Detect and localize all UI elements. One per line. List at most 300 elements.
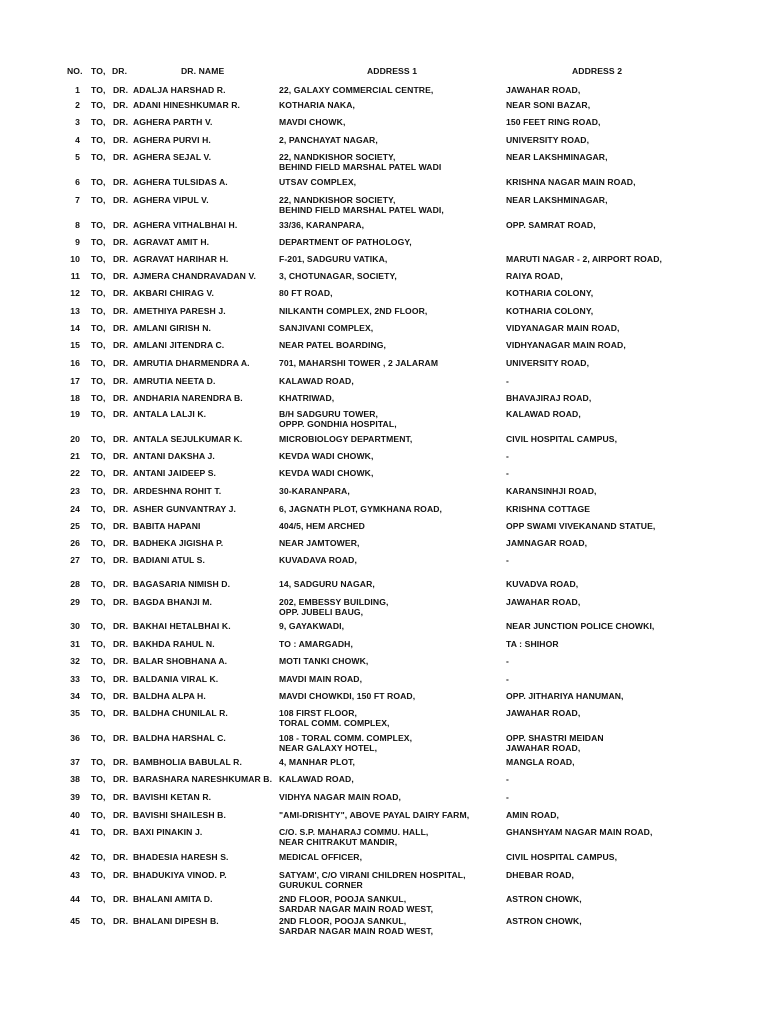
address-1 — [279, 621, 344, 631]
address-2-line: OPP. JITHARIYA HANUMAN, — [506, 691, 624, 701]
row-to: TO, — [91, 220, 106, 230]
doctor-name: AGRAVAT AMIT H. — [133, 237, 210, 247]
row-to: TO, — [91, 597, 106, 607]
address-2-line: JAWAHAR ROAD, — [506, 743, 581, 753]
address-1 — [279, 393, 334, 403]
address-2-line: KOTHARIA COLONY, — [506, 306, 594, 316]
row-dr: DR. — [113, 340, 129, 350]
row-dr: DR. — [113, 916, 129, 926]
row-number: 45 — [70, 916, 80, 926]
row-number: 13 — [70, 306, 80, 316]
header-no: NO. — [67, 66, 83, 76]
doctor-name: BAVISHI SHAILESH B. — [133, 810, 226, 820]
address-1 — [279, 237, 412, 247]
row-number: 32 — [70, 656, 80, 666]
address-2-line: AMIN ROAD, — [506, 810, 560, 820]
address-2-line: ASTRON CHOWK, — [506, 916, 582, 926]
row-dr: DR. — [113, 827, 129, 837]
address-2-line: JAWAHAR ROAD, — [506, 708, 581, 718]
doctor-name: AGHERA VIPUL V. — [133, 195, 209, 205]
row-to: TO, — [91, 271, 106, 281]
doctor-name: BAMBHOLIA BABULAL R. — [133, 757, 242, 767]
row-number: 39 — [70, 792, 80, 802]
address-2-line: UNIVERSITY ROAD, — [506, 135, 590, 145]
address-1-line: 30-KARANPARA, — [279, 486, 350, 496]
row-to: TO, — [91, 254, 106, 264]
address-1 — [279, 894, 433, 914]
address-1 — [279, 555, 357, 565]
doctor-name: AMLANI GIRISH N. — [133, 323, 211, 333]
address-2 — [506, 827, 652, 837]
address-1 — [279, 579, 375, 589]
row-number: 8 — [75, 220, 80, 230]
address-1 — [279, 486, 350, 496]
address-1-line: 404/5, HEM ARCHED — [279, 521, 365, 531]
address-1-line: MOTI TANKI CHOWK, — [279, 656, 369, 666]
address-2 — [506, 177, 636, 187]
doctor-name: ANTANI DAKSHA J. — [133, 451, 215, 461]
doctor-name: BALDHA CHUNILAL R. — [133, 708, 228, 718]
address-2 — [506, 152, 608, 162]
row-dr: DR. — [113, 220, 129, 230]
address-2-line: OPP. SHASTRI MEIDAN — [506, 733, 604, 743]
address-2 — [506, 117, 601, 127]
doctor-name: AGHERA PARTH V. — [133, 117, 213, 127]
row-dr: DR. — [113, 117, 129, 127]
row-to: TO, — [91, 85, 106, 95]
row-dr: DR. — [113, 254, 129, 264]
address-2 — [506, 288, 593, 298]
address-1 — [279, 340, 386, 350]
row-dr: DR. — [113, 639, 129, 649]
address-1 — [279, 468, 373, 478]
row-dr: DR. — [113, 271, 129, 281]
doctor-name: BAVISHI KETAN R. — [133, 792, 212, 802]
address-1-line: KEVDA WADI CHOWK, — [279, 451, 374, 461]
address-1 — [279, 827, 428, 847]
address-1-line: TORAL COMM. COMPLEX, — [279, 718, 390, 728]
doctor-name: BARASHARA NARESHKUMAR B. — [133, 774, 273, 784]
address-2 — [506, 621, 654, 631]
address-1 — [279, 916, 433, 936]
address-2 — [506, 393, 591, 403]
address-2 — [506, 323, 620, 333]
address-2 — [506, 916, 582, 926]
row-number: 42 — [70, 852, 80, 862]
doctor-name: ANTALA LALJI K. — [133, 409, 207, 419]
address-1-line: MICROBIOLOGY DEPARTMENT, — [279, 434, 413, 444]
address-1 — [279, 504, 442, 514]
address-2-line: VIDYANAGAR MAIN ROAD, — [506, 323, 620, 333]
address-1-line: OPP. JUBELI BAUG, — [279, 607, 364, 617]
address-2 — [506, 376, 509, 386]
doctor-name: AJMERA CHANDRAVADAN V. — [133, 271, 256, 281]
row-dr: DR. — [113, 674, 129, 684]
row-number: 15 — [70, 340, 80, 350]
address-2 — [506, 340, 626, 350]
row-dr: DR. — [113, 708, 129, 718]
row-dr: DR. — [113, 691, 129, 701]
row-dr: DR. — [113, 358, 129, 368]
row-dr: DR. — [113, 393, 129, 403]
address-1-line: KUVADAVA ROAD, — [279, 555, 357, 565]
header-to: TO, — [91, 66, 106, 76]
row-number: 1 — [75, 85, 80, 95]
address-1-line: NEAR CHITRAKUT MANDIR, — [279, 837, 398, 847]
address-2 — [506, 409, 581, 419]
doctor-name: ASHER GUNVANTRAY J. — [133, 504, 236, 514]
address-2 — [506, 757, 575, 767]
row-dr: DR. — [113, 733, 129, 743]
row-number: 31 — [70, 639, 80, 649]
address-2-line: - — [506, 774, 509, 784]
address-1-line: KALAWAD ROAD, — [279, 774, 354, 784]
address-1-line: 202, EMBESSY BUILDING, — [279, 597, 389, 607]
address-1 — [279, 177, 356, 187]
row-dr: DR. — [113, 852, 129, 862]
address-1 — [279, 220, 364, 230]
address-2-line: NEAR LAKSHMINAGAR, — [506, 195, 608, 205]
address-1 — [279, 852, 362, 862]
row-dr: DR. — [113, 870, 129, 880]
row-number: 21 — [70, 451, 80, 461]
address-1-line: 108 FIRST FLOOR, — [279, 708, 357, 718]
address-2 — [506, 468, 509, 478]
address-1 — [279, 434, 412, 444]
doctor-name: AGHERA VITHALBHAI H. — [133, 220, 238, 230]
address-2 — [506, 774, 509, 784]
row-to: TO, — [91, 708, 106, 718]
address-1-line: C/O. S.P. MAHARAJ COMMU. HALL, — [279, 827, 429, 837]
row-dr: DR. — [113, 555, 129, 565]
address-1 — [279, 656, 368, 666]
row-number: 23 — [70, 486, 80, 496]
row-to: TO, — [91, 409, 106, 419]
row-dr: DR. — [113, 810, 129, 820]
address-2 — [506, 894, 582, 904]
address-2-line: DHEBAR ROAD, — [506, 870, 575, 880]
row-to: TO, — [91, 135, 106, 145]
address-1 — [279, 195, 444, 215]
row-number: 43 — [70, 870, 80, 880]
address-1-line: 6, JAGNATH PLOT, GYMKHANA ROAD, — [279, 504, 443, 514]
doctor-name: ANDHARIA NARENDRA B. — [133, 393, 243, 403]
doctor-name: AMLANI JITENDRA C. — [133, 340, 225, 350]
address-1-line: SANJIVANI COMPLEX, — [279, 323, 374, 333]
address-1 — [279, 117, 345, 127]
address-2-line: - — [506, 451, 509, 461]
address-1-line: 2ND FLOOR, POOJA SANKUL, — [279, 894, 407, 904]
address-2-line: JAWAHAR ROAD, — [506, 85, 581, 95]
address-2 — [506, 810, 559, 820]
row-to: TO, — [91, 451, 106, 461]
address-1 — [279, 306, 427, 316]
row-number: 34 — [70, 691, 80, 701]
doctor-name: ANTALA SEJULKUMAR K. — [133, 434, 243, 444]
address-1-line: F-201, SADGURU VATIKA, — [279, 254, 388, 264]
row-number: 3 — [75, 117, 80, 127]
address-2-line: OPP SWAMI VIVEKANAND STATUE, — [506, 521, 656, 531]
address-1 — [279, 774, 354, 784]
address-2-line: KALAWAD ROAD, — [506, 409, 581, 419]
doctor-name: AGHERA PURVI H. — [133, 135, 211, 145]
address-2 — [506, 434, 617, 444]
row-dr: DR. — [113, 504, 129, 514]
row-to: TO, — [91, 733, 106, 743]
address-1-line: 108 - TORAL COMM. COMPLEX, — [279, 733, 413, 743]
row-dr: DR. — [113, 757, 129, 767]
row-dr: DR. — [113, 579, 129, 589]
address-1-line: 2ND FLOOR, POOJA SANKUL, — [279, 916, 407, 926]
row-number: 24 — [70, 504, 80, 514]
row-to: TO, — [91, 674, 106, 684]
doctor-name: BHADESIA HARESH S. — [133, 852, 229, 862]
address-1 — [279, 639, 353, 649]
address-1 — [279, 757, 355, 767]
address-1 — [279, 323, 373, 333]
address-2 — [506, 85, 580, 95]
row-to: TO, — [91, 195, 106, 205]
address-1-line: SATYAM', C/O VIRANI CHILDREN HOSPITAL, — [279, 870, 466, 880]
address-1-line: MAVDI CHOWK, — [279, 117, 346, 127]
address-2-line: NEAR SONI BAZAR, — [506, 100, 591, 110]
address-1-line: KEVDA WADI CHOWK, — [279, 468, 374, 478]
row-dr: DR. — [113, 656, 129, 666]
row-to: TO, — [91, 827, 106, 837]
row-dr: DR. — [113, 288, 129, 298]
doctor-name: AMETHIYA PARESH J. — [133, 306, 226, 316]
doctor-name: BAXI PINAKIN J. — [133, 827, 203, 837]
doctor-name: AGHERA SEJAL V. — [133, 152, 212, 162]
address-1-line: DEPARTMENT OF PATHOLOGY, — [279, 237, 412, 247]
row-dr: DR. — [113, 468, 129, 478]
row-to: TO, — [91, 656, 106, 666]
row-to: TO, — [91, 757, 106, 767]
row-dr: DR. — [113, 409, 129, 419]
address-1 — [279, 691, 415, 701]
address-2-line: - — [506, 792, 509, 802]
address-2 — [506, 358, 589, 368]
address-2 — [506, 306, 593, 316]
address-1-line: MEDICAL OFFICER, — [279, 852, 363, 862]
address-2 — [506, 639, 559, 649]
row-to: TO, — [91, 774, 106, 784]
doctor-name: BADHEKA JIGISHA P. — [133, 538, 224, 548]
row-dr: DR. — [113, 306, 129, 316]
address-2-line: KRISHNA NAGAR MAIN ROAD, — [506, 177, 636, 187]
address-2 — [506, 733, 604, 753]
address-2 — [506, 451, 509, 461]
row-to: TO, — [91, 100, 106, 110]
row-to: TO, — [91, 288, 106, 298]
address-1-line: MAVDI MAIN ROAD, — [279, 674, 363, 684]
row-to: TO, — [91, 852, 106, 862]
address-2-line: - — [506, 468, 509, 478]
row-number: 29 — [70, 597, 80, 607]
address-2 — [506, 579, 578, 589]
address-1-line: 701, MAHARSHI TOWER , 2 JALARAM — [279, 358, 439, 368]
row-to: TO, — [91, 810, 106, 820]
address-1 — [279, 254, 387, 264]
header-address2: ADDRESS 2 — [572, 66, 623, 76]
row-number: 37 — [70, 757, 80, 767]
row-dr: DR. — [113, 451, 129, 461]
doctor-name: BALDHA ALPA H. — [133, 691, 206, 701]
row-to: TO, — [91, 376, 106, 386]
row-to: TO, — [91, 177, 106, 187]
row-number: 12 — [70, 288, 80, 298]
row-to: TO, — [91, 434, 106, 444]
address-2-line: - — [506, 555, 509, 565]
address-2-line: JAMNAGAR ROAD, — [506, 538, 588, 548]
row-to: TO, — [91, 340, 106, 350]
address-1 — [279, 451, 373, 461]
doctor-name: AKBARI CHIRAG V. — [133, 288, 215, 298]
row-number: 17 — [70, 376, 80, 386]
row-number: 26 — [70, 538, 80, 548]
doctor-name: BALDANIA VIRAL K. — [133, 674, 219, 684]
address-1-line: NILKANTH COMPLEX, 2ND FLOOR, — [279, 306, 428, 316]
row-to: TO, — [91, 621, 106, 631]
address-1 — [279, 85, 433, 95]
address-1-line: KHATRIWAD, — [279, 393, 335, 403]
row-to: TO, — [91, 152, 106, 162]
address-1-line: 4, MANHAR PLOT, — [279, 757, 355, 767]
address-1-line: 22, GALAXY COMMERCIAL CENTRE, — [279, 85, 434, 95]
doctor-name: BHALANI AMITA D. — [133, 894, 213, 904]
address-2 — [506, 674, 509, 684]
header-name: DR. NAME — [181, 66, 225, 76]
row-to: TO, — [91, 521, 106, 531]
address-1-line: NEAR GALAXY HOTEL, — [279, 743, 378, 753]
row-number: 5 — [75, 152, 80, 162]
row-number: 9 — [75, 237, 80, 247]
address-1 — [279, 135, 378, 145]
row-dr: DR. — [113, 237, 129, 247]
doctor-name: ADALJA HARSHAD R. — [133, 85, 226, 95]
address-1 — [279, 521, 365, 531]
row-to: TO, — [91, 639, 106, 649]
row-number: 19 — [70, 409, 80, 419]
row-dr: DR. — [113, 621, 129, 631]
row-dr: DR. — [113, 774, 129, 784]
address-2-line: KRISHNA COTTAGE — [506, 504, 591, 514]
row-number: 25 — [70, 521, 80, 531]
row-to: TO, — [91, 468, 106, 478]
doctor-name: BHALANI DIPESH B. — [133, 916, 219, 926]
address-2-line: - — [506, 674, 509, 684]
address-2 — [506, 100, 590, 110]
address-2-line: CIVIL HOSPITAL CAMPUS, — [506, 852, 618, 862]
row-dr: DR. — [113, 376, 129, 386]
row-number: 22 — [70, 468, 80, 478]
address-2 — [506, 195, 608, 205]
row-number: 18 — [70, 393, 80, 403]
row-number: 35 — [70, 708, 80, 718]
row-number: 14 — [70, 323, 80, 333]
row-dr: DR. — [113, 597, 129, 607]
address-1-line: 14, SADGURU NAGAR, — [279, 579, 375, 589]
address-2-line: NEAR JUNCTION POLICE CHOWKI, — [506, 621, 655, 631]
doctor-name: BABITA HAPANI — [133, 521, 201, 531]
row-to: TO, — [91, 486, 106, 496]
address-2 — [506, 852, 617, 862]
address-2 — [506, 538, 587, 548]
row-to: TO, — [91, 323, 106, 333]
address-1-line: 3, CHOTUNAGAR, SOCIETY, — [279, 271, 397, 281]
address-2 — [506, 504, 590, 514]
address-2 — [506, 691, 624, 701]
row-number: 33 — [70, 674, 80, 684]
row-to: TO, — [91, 306, 106, 316]
row-dr: DR. — [113, 85, 129, 95]
row-dr: DR. — [113, 100, 129, 110]
doctor-name: AGRAVAT HARIHAR H. — [133, 254, 229, 264]
row-to: TO, — [91, 916, 106, 926]
row-to: TO, — [91, 393, 106, 403]
address-2-line: TA : SHIHOR — [506, 639, 559, 649]
address-1 — [279, 152, 441, 172]
doctor-name: BADIANI ATUL S. — [133, 555, 205, 565]
address-2 — [506, 708, 580, 718]
address-2 — [506, 597, 580, 607]
address-2-line: NEAR LAKSHMINAGAR, — [506, 152, 608, 162]
row-number: 28 — [70, 579, 80, 589]
row-number: 4 — [75, 135, 80, 145]
row-dr: DR. — [113, 177, 129, 187]
address-1-line: OPPP. GONDHIA HOSPITAL, — [279, 419, 397, 429]
address-1-line: NEAR JAMTOWER, — [279, 538, 360, 548]
address-1 — [279, 409, 397, 429]
row-number: 30 — [70, 621, 80, 631]
row-to: TO, — [91, 237, 106, 247]
doctor-name: BALAR SHOBHANA A. — [133, 656, 228, 666]
address-2-line: KOTHARIA COLONY, — [506, 288, 594, 298]
address-1-line: BEHIND FIELD MARSHAL PATEL WADI — [279, 162, 442, 172]
row-dr: DR. — [113, 538, 129, 548]
row-number: 40 — [70, 810, 80, 820]
address-2 — [506, 870, 574, 880]
address-1-line: SARDAR NAGAR MAIN ROAD WEST, — [279, 926, 434, 936]
address-1 — [279, 288, 333, 298]
row-number: 6 — [75, 177, 80, 187]
address-2 — [506, 792, 509, 802]
row-number: 16 — [70, 358, 80, 368]
row-to: TO, — [91, 117, 106, 127]
address-1-line: NEAR PATEL BOARDING, — [279, 340, 387, 350]
address-2-line: CIVIL HOSPITAL CAMPUS, — [506, 434, 618, 444]
doctor-name: BALDHA HARSHAL C. — [133, 733, 226, 743]
address-2-line: BHAVAJIRAJ ROAD, — [506, 393, 592, 403]
address-2-line: KUVADVA ROAD, — [506, 579, 579, 589]
address-1-line: 80 FT ROAD, — [279, 288, 333, 298]
address-2-line: MANGLA ROAD, — [506, 757, 575, 767]
row-number: 44 — [70, 894, 80, 904]
row-dr: DR. — [113, 792, 129, 802]
address-1 — [279, 674, 362, 684]
row-to: TO, — [91, 358, 106, 368]
address-1 — [279, 538, 360, 548]
address-2-line: 150 FEET RING ROAD, — [506, 117, 601, 127]
address-1 — [279, 100, 355, 110]
address-1-line: KALAWAD ROAD, — [279, 376, 354, 386]
address-1-line: 9, GAYAKWADI, — [279, 621, 345, 631]
doctor-name: AGHERA TULSIDAS A. — [133, 177, 228, 187]
address-1-line: GURUKUL CORNER — [279, 880, 363, 890]
address-1-line: 33/36, KARANPARA, — [279, 220, 365, 230]
doctor-name: BAGDA BHANJI M. — [133, 597, 213, 607]
address-1 — [279, 376, 354, 386]
